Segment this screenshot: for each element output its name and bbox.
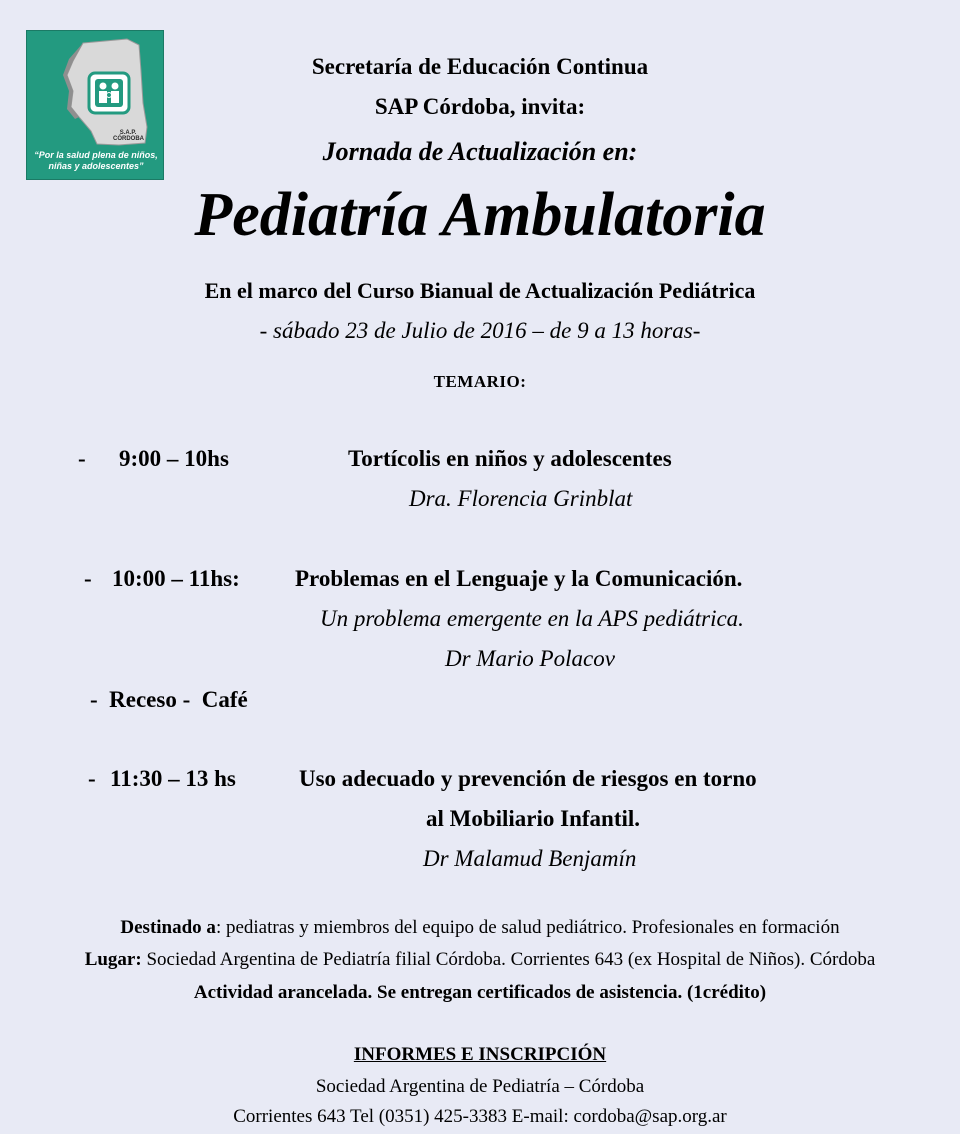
item2-topic: Problemas en el Lenguaje y la Comunicación. bbox=[295, 566, 743, 591]
audience-text: : pediatras y miembros del equipo de salud pediátrico. Profesionales en formación bbox=[215, 917, 840, 938]
item3-topic: Uso adecuado y prevención de riesgos en torno bbox=[299, 766, 757, 791]
item3-time: 11:30 – 13 hs bbox=[110, 766, 236, 791]
break-line: - Receso - Café bbox=[90, 687, 248, 712]
item2-time: 10:00 – 11hs: bbox=[112, 566, 240, 591]
contact-org: Sociedad Argentina de Pediatría – Córdoba bbox=[315, 1076, 645, 1097]
event-subtitle: En el marco del Curso Bianual de Actualización Pediátrica bbox=[204, 278, 756, 303]
logo-brand-label: S.A.P. CÓRDOBA bbox=[113, 130, 144, 142]
contact-heading: INFORMES E INSCRIPCIÓN bbox=[353, 1044, 607, 1065]
contact-address: Corrientes 643 Tel (0351) 425-3383 E-mail: cordoba@sap.org.ar bbox=[233, 1106, 727, 1127]
venue-text: Sociedad Argentina de Pediatría filial Córdoba. Corrientes 643 (ex Hospital de Niños). Córdoba bbox=[141, 949, 876, 970]
venue-line bbox=[0, 949, 960, 971]
item1-topic: Tortícolis en niños y adolescentes bbox=[348, 446, 672, 471]
item2-speaker: Dr Mario Polacov bbox=[445, 646, 615, 671]
item3-dash: - bbox=[88, 766, 96, 791]
item2-topic-sub: Un problema emergente en la APS pediátrica. bbox=[320, 606, 744, 631]
item2-dash: - bbox=[84, 566, 92, 591]
temario-heading: TEMARIO: bbox=[433, 372, 527, 391]
audience-label: Destinado a bbox=[120, 917, 216, 938]
event-title: Pediatría Ambulatoria bbox=[194, 181, 766, 249]
event-intro: Jornada de Actualización en: bbox=[322, 137, 638, 166]
item1-dash: - bbox=[78, 446, 86, 471]
fee-line: Actividad arancelada. Se entregan certificados de asistencia. (1crédito) bbox=[193, 982, 767, 1003]
item3-topic-cont: al Mobiliario Infantil. bbox=[426, 806, 641, 831]
venue-label: Lugar: bbox=[84, 949, 142, 970]
event-date: - sábado 23 de Julio de 2016 – de 9 a 13 horas- bbox=[259, 318, 701, 343]
organizer-line: Secretaría de Educación Continua bbox=[311, 54, 649, 79]
item1-speaker: Dra. Florencia Grinblat bbox=[409, 486, 633, 511]
logo-tagline: “Por la salud plena de niños, niñas y adolescentes” bbox=[34, 150, 158, 171]
audience-line bbox=[0, 917, 960, 939]
item3-speaker: Dr Malamud Benjamín bbox=[423, 846, 637, 871]
invite-line: SAP Córdoba, invita: bbox=[374, 94, 586, 119]
item1-time: 9:00 – 10hs bbox=[119, 446, 229, 471]
